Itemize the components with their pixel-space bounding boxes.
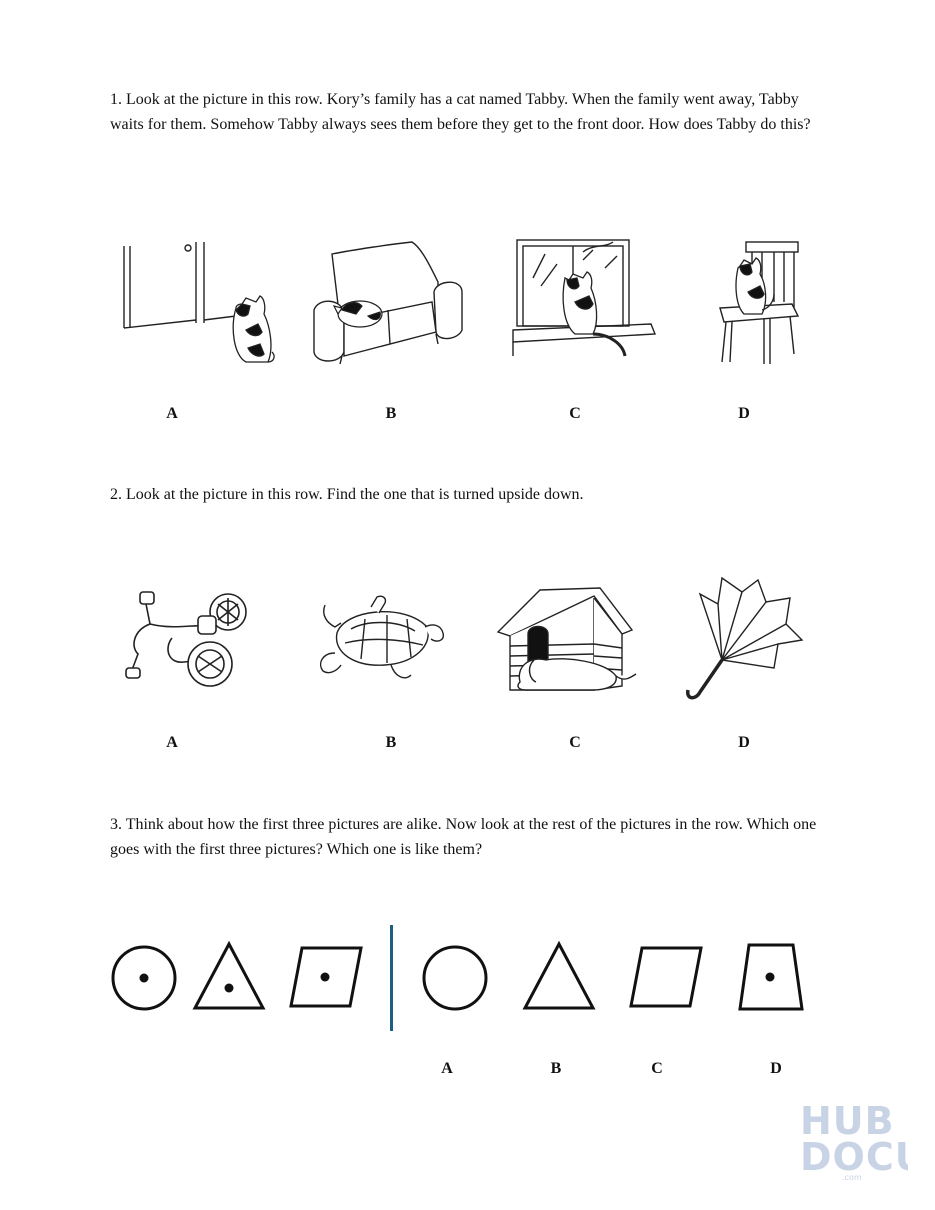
question-3-text: 3. Think about how the first three pictures are alike. Now look at the rest of the pictures in the row. Which one goes with the first three pictures? Which one is like them?: [110, 816, 817, 858]
circle-with-dot-icon: [110, 944, 178, 1017]
inside-out-umbrella-icon[interactable]: [682, 574, 807, 706]
q1-option-a-label[interactable]: A: [166, 405, 178, 422]
q2-option-b-label[interactable]: B: [385, 734, 397, 751]
q3-option-a-label[interactable]: A: [441, 1060, 453, 1077]
triangle-icon[interactable]: [522, 940, 596, 1017]
q1-option-d-label[interactable]: D: [738, 405, 750, 422]
circle-icon[interactable]: [421, 944, 489, 1017]
q3-option-c-label[interactable]: C: [651, 1060, 663, 1077]
q1-option-b-label[interactable]: B: [385, 405, 397, 422]
q2-option-c-label[interactable]: C: [569, 734, 581, 751]
cat-on-chair-icon[interactable]: [718, 238, 808, 368]
q2-option-d-label[interactable]: D: [738, 734, 750, 751]
q3-option-d-label[interactable]: D: [770, 1060, 782, 1077]
rhombus-icon[interactable]: [628, 945, 704, 1014]
rhombus-with-dot-icon: [288, 945, 364, 1014]
q3-option-b-label[interactable]: B: [550, 1060, 562, 1077]
cat-at-window-icon[interactable]: [513, 238, 663, 368]
overturned-tricycle-icon[interactable]: [124, 590, 254, 694]
dog-by-doghouse-icon[interactable]: [496, 586, 636, 696]
q2-option-a-label[interactable]: A: [166, 734, 178, 751]
separator-line: [390, 925, 393, 1031]
question-1-text: 1. Look at the picture in this row. Kory’s family has a cat named Tabby. When the family went away, Tabby waits for them. Somehow Tabby always sees them before they get to the front door. How does Tabby do this?: [110, 91, 811, 133]
q1-option-c-label[interactable]: C: [569, 405, 581, 422]
svg-text:HUB: HUB: [800, 1100, 895, 1143]
svg-text:DOCU: DOC: [800, 1135, 895, 1179]
trapezoid-with-dot-icon[interactable]: [737, 942, 805, 1017]
cat-on-sofa-icon[interactable]: [312, 240, 467, 370]
cat-by-door-icon[interactable]: [118, 238, 278, 373]
question-2-text: 2. Look at the picture in this row. Find the one that is turned upside down.: [110, 486, 584, 503]
svg-text:.com: .com: [842, 1173, 862, 1180]
hubdocu-watermark-logo: [798, 1100, 908, 1180]
upside-down-turtle-icon[interactable]: [315, 593, 450, 688]
triangle-with-dot-icon: [192, 940, 266, 1017]
